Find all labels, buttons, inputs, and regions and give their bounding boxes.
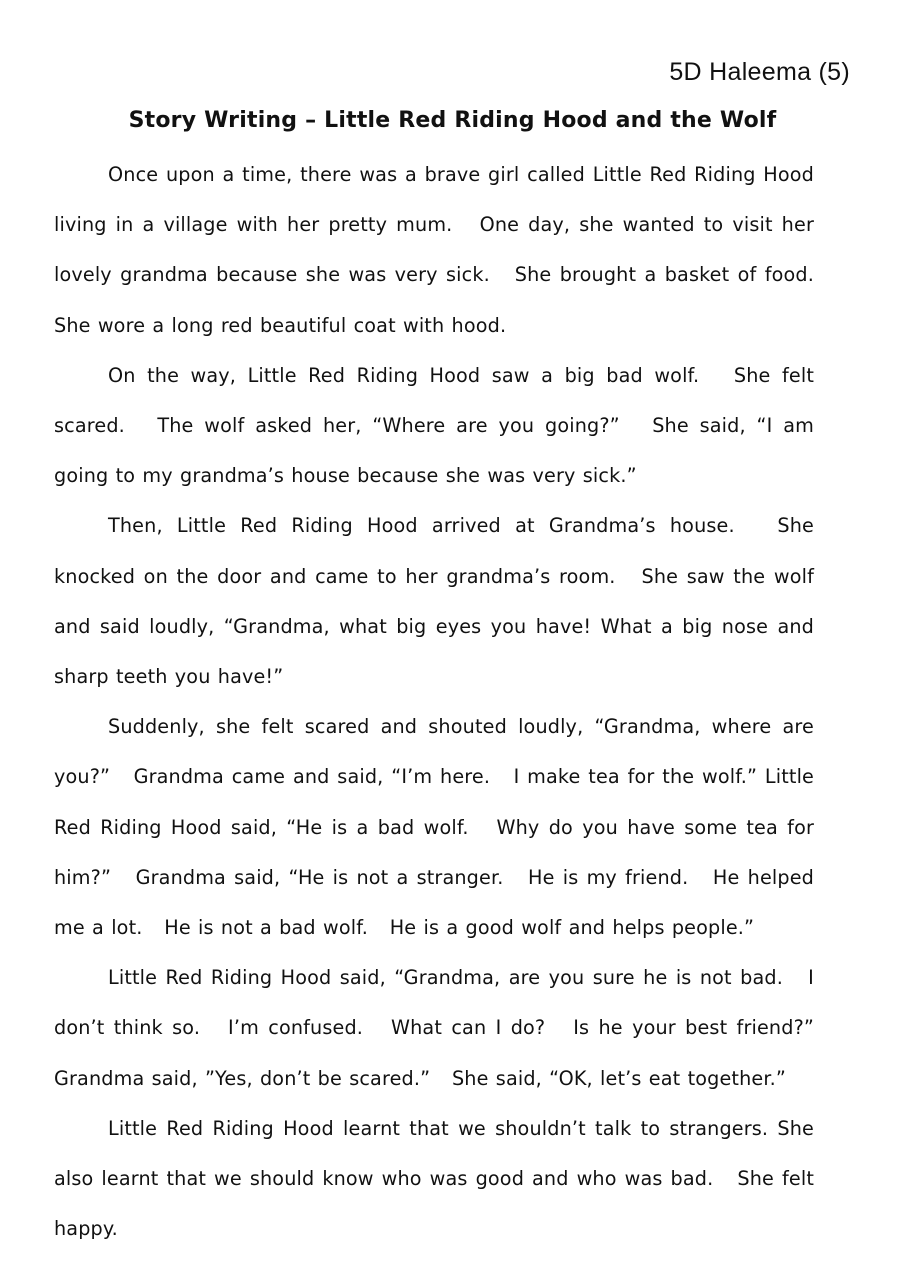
story-paragraph: Little Red Riding Hood said, “Grandma, are you sure he is not bad. I don’t think so. I’m confused. What can I do? Is he your best friend?” Grandma said, ”Yes, don’t be scared.” She said, “OK, let’s eat together.” <box>54 966 814 1090</box>
story-paragraph: Once upon a time, there was a brave girl called Little Red Riding Hood living in a village with her pretty mum. One day, she wanted to visit her lovely grandma because she was very sick. She brought a basket of food. She wore a long red beautiful coat with hood. <box>54 163 814 337</box>
story-paragraph: Then, Little Red Riding Hood arrived at Grandma’s house. She knocked on the door and came to her grandma’s room. She saw the wolf and said loudly, “Grandma, what big eyes you have! What a big nose and sharp teeth you have!” <box>54 514 814 689</box>
story-title: Story Writing – Little Red Riding Hood and the Wolf <box>128 108 777 133</box>
author-label: 5D Haleema (5) <box>669 58 850 86</box>
story-paragraph: Little Red Riding Hood learnt that we shouldn’t talk to strangers. She also learnt that we should know who was good and who was bad. She felt happy. <box>54 1116 814 1241</box>
story-paragraph: Suddenly, she felt scared and shouted loudly, “Grandma, where are you?” Grandma came and said, “I’m here. I make tea for the wolf.” Little Red Riding Hood said, “He is a bad wolf. Why do you have some tea for him?” Grandma said, “He is not a stranger. He is my friend. He helped me a lot. He is not a bad wolf. He is a good wolf and helps people.” <box>54 715 814 940</box>
story-body <box>54 150 814 1254</box>
story-paragraph: On the way, Little Red Riding Hood saw a big bad wolf. She felt scared. The wolf asked her, “Where are you going?” She said, “I am going to my grandma’s house because she was very sick.” <box>54 363 814 488</box>
